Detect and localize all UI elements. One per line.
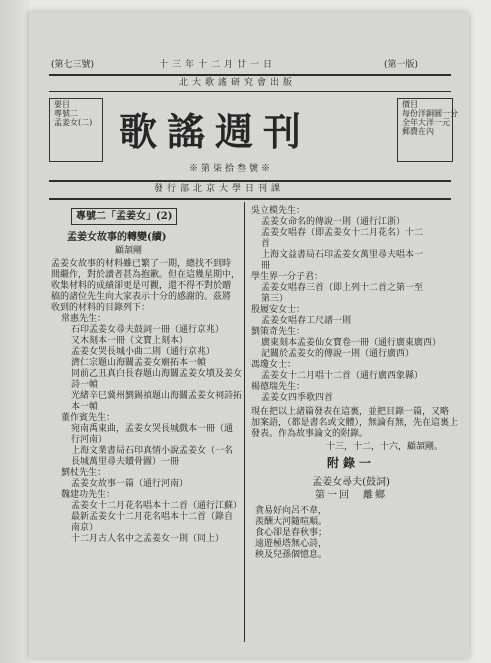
header-rule	[49, 74, 451, 76]
distributor-line: 發行部北京大學日刊課	[154, 184, 285, 194]
list-item: 孟姜女唱春工尺譜一則	[261, 316, 352, 326]
list-item: 孟姜女十二月花名唱本十二首（通行江蘇）	[71, 501, 243, 511]
issue-date: 十三年十二月廿一日	[159, 60, 277, 70]
contributor-name: 吳立模先生：	[251, 206, 306, 216]
paragraph-line: 收到的材料的目錄列下：	[51, 303, 151, 313]
verse-block	[251, 506, 451, 561]
list-item: 廣東刻本孟姜仙女寶卷一冊（通行廣東廣西）	[261, 338, 442, 348]
editor-note	[251, 407, 459, 440]
contents-box-item: 專號二	[54, 109, 78, 118]
note-line: 現在把以上諸篇發表在這裏，並把目錄一篇，又略	[251, 407, 450, 417]
list-item: 光緒辛巳冀州劉錫禎題山海關孟姜女祠詩拓	[71, 391, 243, 401]
list-item: 第三）	[261, 294, 289, 304]
song-title: 孟姜女尋夫(鼓詞)	[312, 477, 390, 488]
column-divider	[244, 202, 245, 642]
verse-line: 羨酬大河隨喧順。	[255, 517, 328, 527]
distributor-rule	[49, 198, 451, 200]
article-author: 顧頡剛	[115, 246, 143, 256]
price-box	[397, 98, 458, 162]
price-box-item: 每份洋銅圓一分	[402, 109, 458, 118]
left-column	[51, 204, 243, 545]
paragraph-line: 孟姜女故事的材料雖已繁了一期，總找不到時	[51, 259, 232, 269]
contributor-list	[251, 206, 451, 404]
masthead-title: 歌謠週刊	[119, 109, 312, 154]
list-item: 南京）	[71, 523, 99, 533]
issue-number: (第七三號)	[51, 60, 95, 70]
list-item: 首	[261, 239, 271, 249]
list-item: 十二月古人名中之孟姜女一則（同上）	[71, 534, 225, 544]
right-column	[251, 206, 459, 561]
contents-box	[49, 98, 103, 162]
list-item: 孟姜女十二月唱十二首（通行廣西象縣）	[261, 371, 424, 381]
contributor-name: 殷履安女士：	[251, 305, 306, 315]
list-item: 又木刻本一冊（文寶上刻本）	[71, 336, 189, 346]
price-box-item: 全年大洋一元	[402, 118, 450, 127]
special-issue-banner: 專號二「孟姜女」(2)	[71, 208, 177, 225]
article-paragraph	[51, 259, 239, 314]
list-item: 石印孟姜女尋夫鼓詞一冊（通行京兆）	[71, 325, 225, 335]
list-item: 最新孟姜女十二月花名唱本十二首（錄自	[71, 512, 234, 522]
contributor-name: 劉杖先生：	[61, 468, 107, 478]
contributor-list	[51, 314, 243, 545]
list-item: 行河南）	[71, 435, 108, 445]
newspaper-page	[29, 12, 469, 658]
contributor-name: 董作賓先生：	[61, 413, 116, 423]
list-item: 孟姜女四季歌四首	[261, 393, 334, 403]
paragraph-line: 間繼作，對於讀者甚為抱歉。但在這幾星期中，	[51, 270, 241, 280]
contents-box-item: 孟姜女(二)	[54, 118, 93, 127]
paragraph-line: 稿的諸位先生向大家表示十分的感謝的。茲將	[51, 292, 232, 302]
list-item: 孟姜女命名的傳說一則（通行江浙）	[261, 217, 406, 227]
list-item: 冊	[261, 261, 271, 271]
price-box-title: 價目	[402, 100, 418, 109]
list-item: 上海文益書局石印孟姜女萬里尋夫唱本一	[261, 250, 424, 260]
note-line: 發表。作為故事論文的附錄。	[251, 429, 369, 439]
contents-box-title: 要目	[54, 100, 70, 109]
list-item: 長城萬里尋夫贖骨圖）一冊	[71, 457, 180, 467]
list-item: 詩一幀	[71, 380, 99, 390]
paragraph-line: 收集材料的成績卻更是可觀，還不得不對於贈	[51, 281, 232, 291]
note-line: 加案語，（都是書名或文體），無論有無，先在這裏上	[251, 418, 459, 428]
publisher-rule	[49, 91, 451, 92]
list-item: 孟姜女唱春（即孟姜女十二月花名）十二	[261, 228, 424, 238]
list-item: 本一幀	[71, 402, 99, 412]
list-item: 記關於孟姜女的傳說一則（通行廣西）	[261, 349, 415, 359]
list-item: 孟姜女故事一篇（通行河南）	[71, 479, 189, 489]
verse-line: 遠遊極塔無心詩，	[255, 539, 328, 549]
contributor-name: 楊德瑞先生：	[251, 382, 306, 392]
masthead-rule	[49, 180, 451, 182]
list-item: 上海文業書局石印真情小說孟姜女（一名	[71, 446, 234, 456]
list-item: 孟姜女唱春三首（即上列十二首之第一至	[261, 283, 424, 293]
list-item: 宛南禹東曲，孟姜女哭長城戲本一冊（通	[71, 424, 234, 434]
contributor-name: 常惠先生：	[61, 314, 107, 324]
chapter-title: 第一回 離鄉	[315, 490, 387, 501]
contributor-name: 魏建功先生：	[61, 490, 116, 500]
contributor-name: 劉策奇先生：	[251, 327, 306, 337]
note-date: 十三，十二，十六，顧頡剛。	[325, 442, 443, 452]
article-heading: 孟姜女故事的轉變(續)	[67, 232, 167, 243]
contributor-name: 學生界一分子君：	[251, 272, 324, 282]
list-item: 濟仁宗題山海關孟姜女廟拓本一幀	[71, 358, 207, 368]
publisher-line: 北大歌謠研究會出版	[179, 78, 297, 88]
list-item: 孟姜女哭長城小曲二則（通行京兆）	[71, 347, 216, 357]
page-shadow	[0, 0, 30, 663]
edition-number: (第一版)	[384, 60, 419, 70]
list-item: 同前乙丑真白長春題山海關孟姜女墳及姜女	[71, 369, 243, 379]
verse-line: 食心卻是春秋事；	[255, 528, 328, 538]
issue-line: ※第柒拾叁號※	[189, 164, 274, 174]
price-box-item: 郵費在內	[402, 127, 434, 136]
appendix-title: 附錄一	[326, 456, 375, 470]
contributor-name: 馮瓊女士：	[251, 360, 297, 370]
verse-line: 秧及兒孫個憶息。	[255, 550, 328, 560]
verse-line: 貪易好向呂不韋，	[255, 506, 328, 516]
